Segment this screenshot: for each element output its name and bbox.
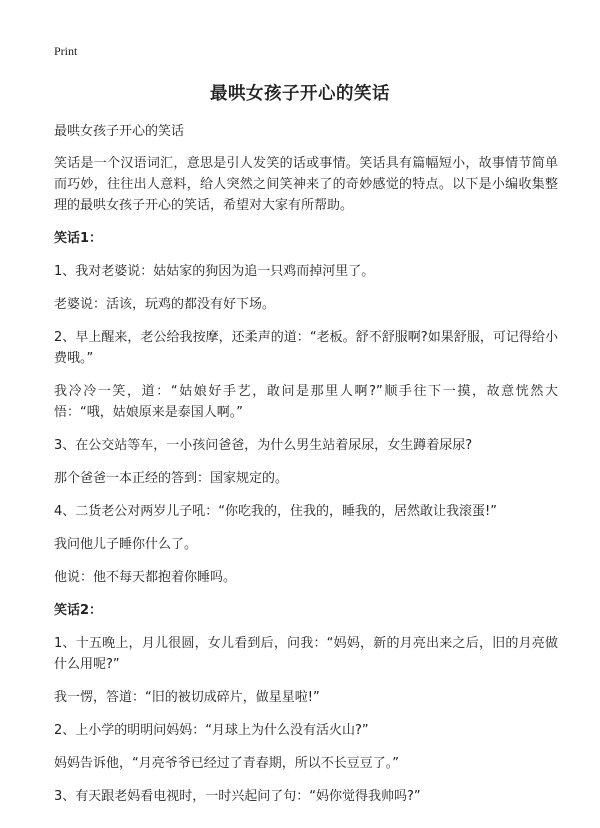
joke-paragraph: 3、在公交站等车，一小孩问爸爸，为什么男生站着尿尿，女生蹲着尿尿?: [54, 438, 473, 453]
joke-paragraph: 那个爸爸一本正经的答到：国家规定的。: [54, 471, 289, 486]
joke-paragraph: 他说：他不每天都抱着你睡吗。: [54, 570, 237, 585]
joke-paragraph: 4、二货老公对两岁儿子吼：“你吃我的，住我的，睡我的，居然敢让我滚蛋!”: [54, 504, 497, 519]
joke-paragraph: 老婆说：活该，玩鸡的都没有好下场。: [54, 297, 276, 312]
section-heading: 笑话1：: [54, 231, 103, 246]
joke-section-2: [54, 600, 558, 807]
joke-paragraph: 我问他儿子睡你什么了。: [54, 537, 198, 552]
article-body: [54, 121, 558, 819]
joke-paragraph: 3、有天跟老妈看电视时，一时兴起问了句：“妈你觉得我帅吗?”: [54, 789, 421, 804]
joke-paragraph: 我一愣，答道：“旧的被切成碎片，做星星啦!”: [54, 690, 320, 705]
page-title: 最哄女孩子开心的笑话: [210, 84, 390, 104]
article-subtitle: 最哄女孩子开心的笑话: [54, 124, 185, 139]
joke-paragraph: 我冷冷一笑，道：“姑娘好手艺，敢问是那里人啊?”顺手往下一摸，故意恍然大悟：“哦，姑娘原来是泰国人啊。”: [54, 384, 558, 420]
section-heading: 笑话2：: [54, 603, 103, 618]
joke-paragraph: 2、早上醒来，老公给我按摩，还柔声的道：“老板。舒不舒服啊?如果舒服，可记得给小费哦。”: [54, 330, 558, 366]
joke-paragraph: 妈妈告诉他，“月亮爷爷已经过了青春期，所以不长豆豆了。”: [54, 756, 399, 771]
joke-section-1: [54, 228, 558, 588]
joke-paragraph: 1、十五晚上，月儿很圆，女儿看到后，问我：“妈妈，新的月亮出来之后，旧的月亮做什么用呢?”: [54, 636, 558, 672]
joke-paragraph: 1、我对老婆说：姑姑家的狗因为追一只鸡而掉河里了。: [54, 264, 375, 279]
intro-paragraph: 笑话是一个汉语词汇，意思是引人发笑的话或事情。笑话具有篇幅短小，故事情节简单而巧妙，往往出人意料，给人突然之间笑神来了的奇妙感觉的特点。以下是小编收集整理的最哄女孩子开心的笑话，希望对大家有所帮助。: [54, 156, 558, 213]
print-link[interactable]: Print: [54, 44, 78, 58]
joke-paragraph: 2、上小学的明明问妈妈：“月球上为什么没有活火山?”: [54, 723, 369, 738]
